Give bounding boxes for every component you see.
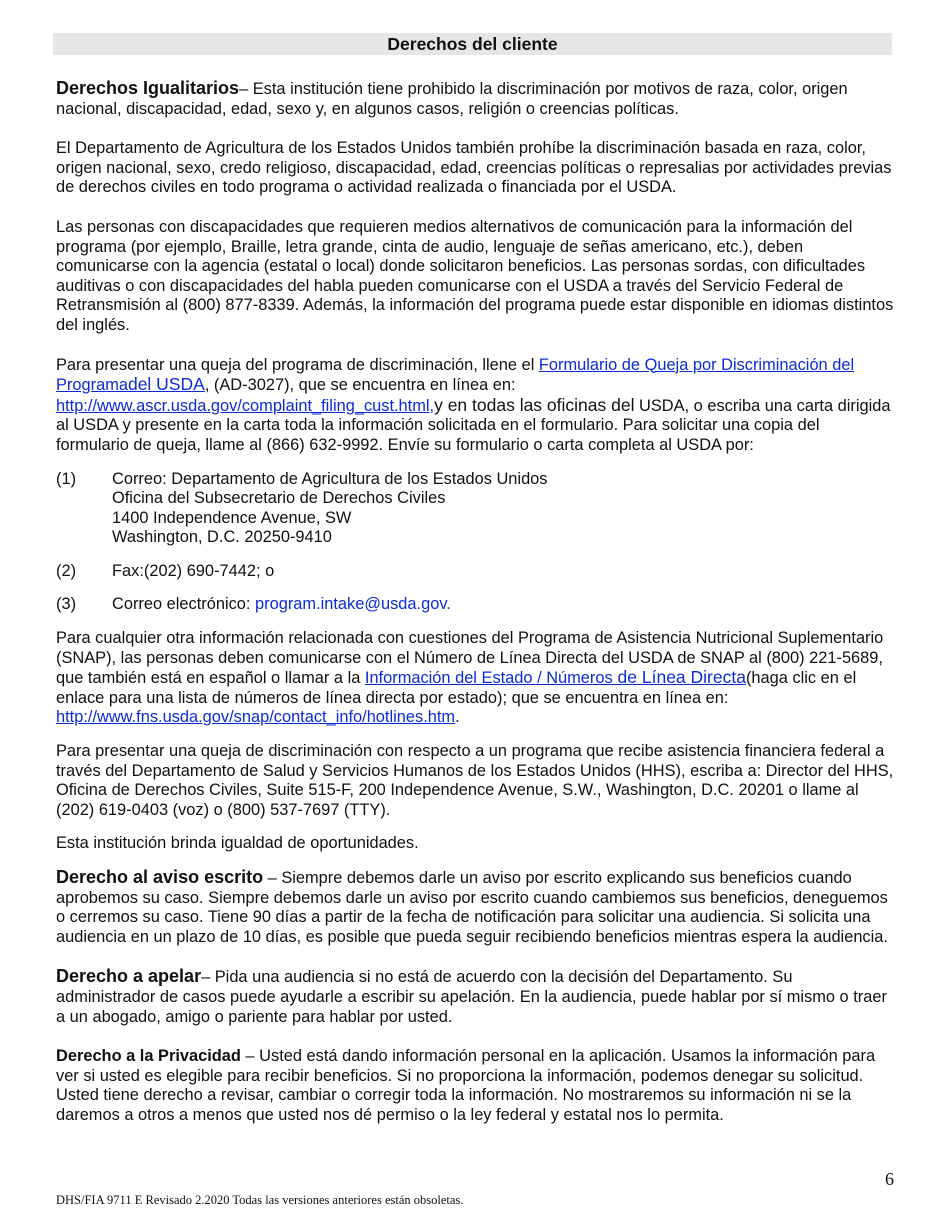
disabilities-paragraph: Las personas con discapacidades que requieren medios alternativos de comunicación para la información del programa (por ejemplo, Braille, letra grande, cinta de audio, lenguaje de señas americano, etc.), deben comunicarse con la agencia (estatal o local) donde solicitaron beneficios. Las personas sordas, con dificultades auditivas o con discapacidades del habla pueden comunicarse con el USDA a través del Servicio Federal de Retransmisión al (800) 877-8339. Además, la información del programa puede estar disponible en idiomas distintos del inglés. bbox=[56, 217, 894, 334]
section-header: Derechos del cliente bbox=[53, 33, 892, 55]
snap-text-1: Para cualquier otra información relacionada con cuestiones del Programa de Asistencia Nutricional Suplementario (SNAP), las personas deben comunicarse con el Número de Línea Directa del USDA de SNAP al (800) 221-5689, que también está en español o llamar a la bbox=[56, 629, 884, 688]
written-notice-paragraph bbox=[56, 868, 894, 947]
complaint-paragraph bbox=[56, 356, 894, 456]
usda-nondiscrimination-paragraph: El Departamento de Agricultura de los Estados Unidos también prohíbe la discriminación basada en raza, color, origen nacional, sexo, credo religioso, discapacidad, edad, creencias políticas o represalias por actividades previas de derechos civiles en todo programa o actividad realizada o financiada por el USDA. bbox=[56, 139, 892, 197]
page-content bbox=[56, 33, 894, 1146]
privacy-paragraph bbox=[56, 1047, 894, 1125]
email-label: Correo electrónico: bbox=[112, 595, 256, 614]
snap-end: . bbox=[455, 708, 460, 727]
equal-rights-paragraph bbox=[56, 79, 894, 119]
complaint-after-form: , (AD-3027), que se encuentra en línea en: bbox=[204, 376, 516, 395]
hotline-link[interactable]: Información del Estado / Números de Línea Directa bbox=[364, 667, 746, 688]
mail-address-line: Oficina del Subsecretario de Derechos Civiles bbox=[112, 489, 446, 508]
mail-address bbox=[112, 470, 548, 548]
method-email bbox=[56, 595, 894, 615]
snap-text-2: (haga clic en el enlace para una lista de números de línea directa por estado); que se encuentra en línea en: bbox=[56, 669, 857, 707]
privacy-heading: Derecho a la Privacidad bbox=[56, 1047, 241, 1066]
complaint-url-link[interactable]: http://www.ascr.usda.gov/complaint_filing_cust.html, bbox=[56, 396, 435, 415]
written-notice-heading: Derecho al aviso escrito bbox=[56, 867, 264, 887]
complaint-form-link[interactable]: Formulario de Queja por Discriminación del Programadel USDA bbox=[56, 355, 855, 395]
complaint-rest-text: USDA, o escriba una carta dirigida al USDA y presente en la carta toda la información solicitada en el formulario. Para solicitar una copia del formulario de queja, llame al (866) 632-9992. Envíe su formulario o carta completa al USDA por: bbox=[56, 396, 891, 454]
fax-text: Fax:(202) 690-7442; o bbox=[112, 561, 275, 580]
method-number: (1) bbox=[56, 469, 77, 488]
appeal-heading: Derecho a apelar bbox=[56, 966, 202, 987]
method-number: (3) bbox=[56, 595, 77, 614]
method-fax bbox=[56, 562, 894, 582]
mail-address-line: 1400 Independence Avenue, SW bbox=[112, 508, 352, 527]
method-mail bbox=[56, 470, 894, 548]
equal-rights-text: – Esta institución tiene prohibido la discriminación por motivos de raza, color, origen nacional, discapacidad, edad, sexo y, en algunos casos, religión o creencias políticas. bbox=[56, 80, 848, 118]
mail-address-line: Correo: Departamento de Agricultura de los Estados Unidos bbox=[112, 469, 548, 488]
spacer bbox=[56, 55, 894, 79]
snap-hotlines-url[interactable]: http://www.fns.usda.gov/snap/contact_info/hotlines.htm bbox=[56, 708, 456, 727]
snap-paragraph bbox=[56, 629, 894, 728]
equal-opportunity-statement: Esta institución brinda igualdad de oportunidades. bbox=[56, 834, 419, 853]
written-notice-text: – Siempre debemos darle un aviso por escrito explicando sus beneficios cuando aprobemos su caso. Siempre debemos darle un aviso por escrito cuando cambiemos sus beneficios, deneguemos o cerremos su caso. Tiene 90 días a partir de la fecha de notificación para solicitar una audiencia. Si solicita una audiencia en un plazo de 10 días, es posible que pueda seguir recibiendo beneficios mientras espera la audiencia. bbox=[56, 869, 888, 946]
appeal-paragraph bbox=[56, 967, 894, 1027]
complaint-intro: Para presentar una queja del programa de discriminación, llene el bbox=[56, 355, 539, 374]
equal-rights-heading: Derechos Igualitarios bbox=[56, 78, 240, 98]
appeal-text: – Pida una audiencia si no está de acuerdo con la decisión del Departamento. Su administrador de casos puede ayudarle a escribir su apelación. En la audiencia, puede hablar por sí mismo o traer a un abogado, amigo o pariente para hablar por usted. bbox=[56, 968, 887, 1026]
complaint-offices-text: y en todas las oficinas del bbox=[434, 394, 635, 415]
page-number: 6 bbox=[885, 1169, 894, 1189]
method-number: (2) bbox=[56, 561, 77, 580]
mail-address-line: Washington, D.C. 20250-9410 bbox=[112, 528, 332, 547]
hhs-paragraph: Para presentar una queja de discriminación con respecto a un programa que recibe asistencia financiera federal a través del Departamento de Salud y Servicios Humanos de los Estados Unidos (HHS), escriba a: Director del HHS, Oficina de Derechos Civiles, Suite 515-F, 200 Independence Avenue, S.W., Washington, D.C. 20201 o llame al (202) 619-0403 (voz) o (800) 537-7697 (TTY). bbox=[56, 742, 894, 819]
submission-methods-list bbox=[56, 470, 894, 616]
form-footer: DHS/FIA 9711 E Revisado 2.2020 Todas las versiones anteriores están obsoletas. bbox=[56, 1193, 464, 1207]
privacy-text: – Usted está dando información personal en la aplicación. Usamos la información para ver si usted es elegible para recibir beneficios. Si no proporciona la información, podemos denegar su solicitud. Usted tiene derecho a revisar, cambiar o corregir toda la información. No mostraremos su información ni se la daremos a otros a menos que usted nos dé permiso o la ley federal y estatal nos lo permita. bbox=[56, 1047, 876, 1124]
email-address[interactable]: program.intake@usda.gov. bbox=[255, 595, 451, 614]
